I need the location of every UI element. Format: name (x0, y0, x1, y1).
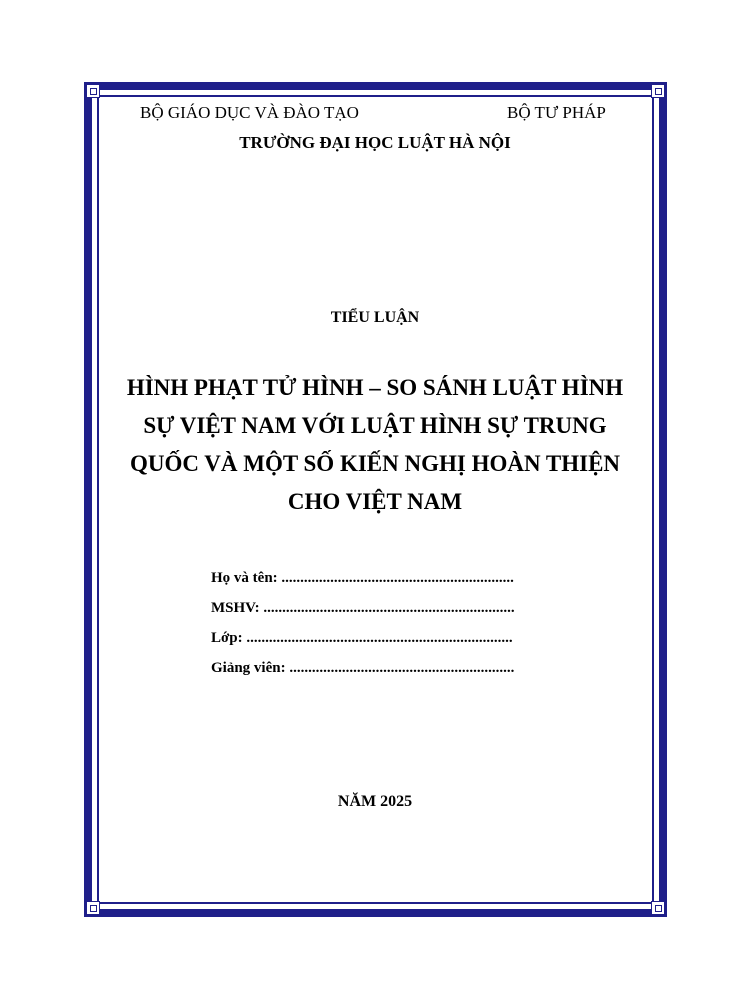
document-title: HÌNH PHẠT TỬ HÌNH – SO SÁNH LUẬT HÌNH SỰ VIỆT NAM VỚI LUẬT HÌNH SỰ TRUNG QUỐC VÀ MỘT SỐ KIẾN NGHỊ HOÀN THIỆN CHO VIỆT NAM (126, 375, 624, 514)
year-label: NĂM 2025 (337, 793, 413, 810)
school-name-heading: TRƯỜNG ĐẠI HỌC LUẬT HÀ NỘI (239, 133, 511, 152)
corner-ornament-top-left (86, 84, 100, 98)
corner-ornament-bottom-left (86, 901, 100, 915)
ministry-education-heading: BỘ GIÁO DỤC VÀ ĐÀO TẠO (140, 103, 359, 122)
class-field: Lớp: ....................................................................... (211, 630, 513, 646)
lecturer-field: Giảng viên: ............................................................ (211, 660, 515, 676)
student-info-block (211, 570, 591, 690)
corner-ornament-top-right (651, 84, 665, 98)
corner-ornament-bottom-right (651, 901, 665, 915)
ministry-justice-heading: BỘ TƯ PHÁP (507, 103, 606, 122)
student-id-field: MSHV: ................................................................... (211, 600, 515, 616)
document-type-label: TIỂU LUẬN (330, 309, 420, 326)
full-name-field: Họ và tên: .............................................................. (211, 570, 514, 586)
